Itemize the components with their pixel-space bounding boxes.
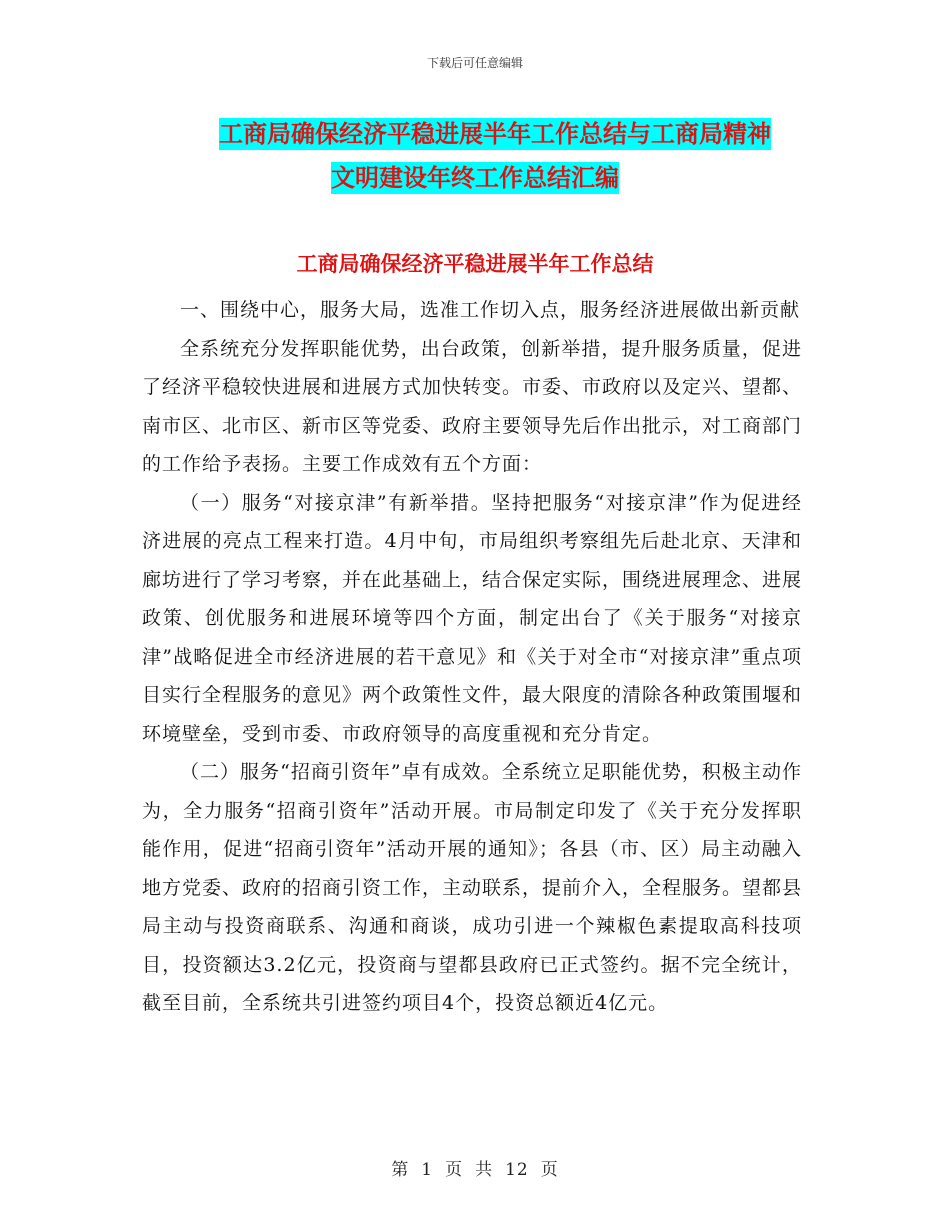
header-note: 下载后可任意编辑	[426, 56, 523, 70]
paragraph: 全系统充分发挥职能优势，出台政策，创新举措，提升服务质量，促进了经济平稳较快进展和进展方式加快转变。市委、市政府以及定兴、望都、南市区、北市区、新市区等党委、政府主要领导先后作出批示，对工商部门的工作给予表扬。主要工作成效有五个方面：	[142, 337, 803, 475]
footer-prefix: 第	[391, 1160, 410, 1180]
page-number: 1	[421, 1160, 434, 1180]
page-total: 12	[505, 1160, 529, 1180]
document-title	[0, 112, 950, 200]
section-title: 工商局确保经济平稳进展半年工作总结	[296, 252, 654, 276]
document-title-line-2: 文明建设年终工作总结汇编	[331, 164, 619, 192]
footer-suffix: 页	[540, 1160, 559, 1180]
page-footer	[0, 1155, 950, 1180]
body-text	[142, 291, 802, 1023]
footer-page-word: 页	[445, 1160, 464, 1180]
paragraph: 一、围绕中心，服务大局，选准工作切入点，服务经济进展做出新贡献	[180, 299, 801, 321]
document-title-line-1: 工商局确保经济平稳进展半年工作总结与工商局精神	[219, 120, 771, 148]
footer-total-word: 共	[475, 1160, 494, 1180]
paragraph: （二）服务“招商引资年”卓有成效。全系统立足职能优势，积极主动作为，全力服务“招商引资年”活动开展。市局制定印发了《关于充分发挥职能作用，促进“招商引资年”活动开展的通知》；各县（市、区）局主动融入地方党委、政府的招商引资工作，主动联系，提前介入，全程服务。望都县局主动与投资商联系、沟通和商谈，成功引进一个辣椒色素提取高科技项目，投资额达3.2亿元，投资商与望都县政府已正式签约。据不完全统计，截至目前，全系统共引进签约项目4个，投资总额近4亿元。	[142, 761, 803, 1014]
paragraph: （一）服务“对接京津”有新举措。坚持把服务“对接京津”作为促进经济进展的亮点工程来打造。4月中旬，市局组织考察组先后赴北京、天津和廊坊进行了学习考察，并在此基础上，结合保定实际，围绕进展理念、进展政策、创优服务和进展环境等四个方面，制定出台了《关于服务“对接京津”战略促进全市经济进展的若干意见》和《关于对全市“对接京津”重点项目实行全程服务的意见》两个政策性文件，最大限度的清除各种政策围堰和环境壁垒，受到市委、市政府领导的高度重视和充分肯定。	[142, 491, 803, 745]
